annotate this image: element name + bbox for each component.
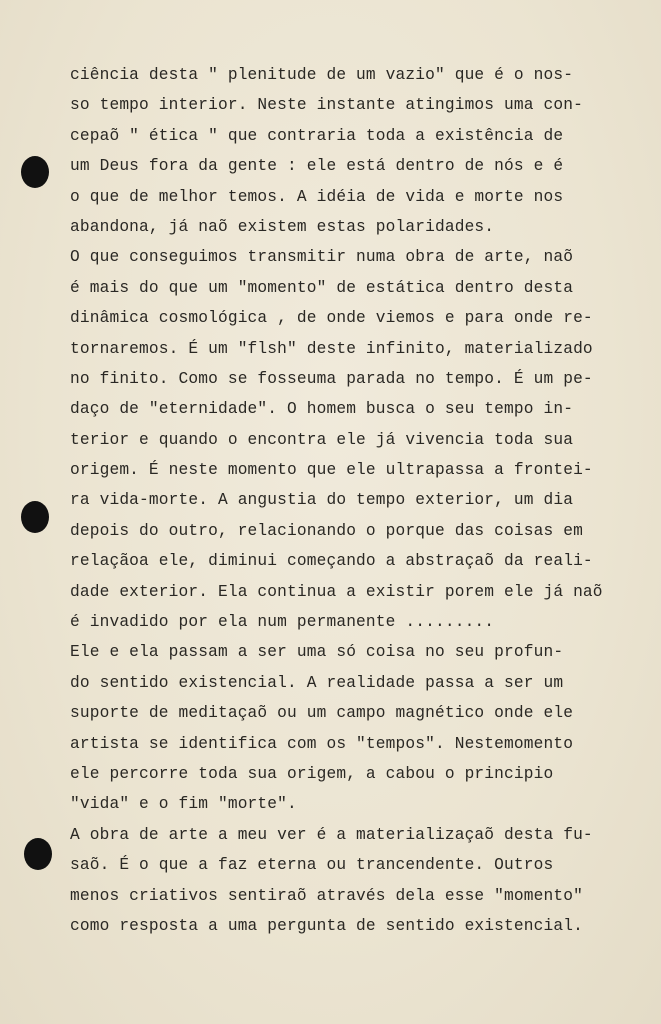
text-line: ciência desta " plenitude de um vazio" que é o nos- xyxy=(70,66,574,84)
text-line: O que conseguimos transmitir numa obra de arte, naõ xyxy=(70,248,574,267)
text-line: do sentido existencial. A realidade passa a ser um xyxy=(70,673,564,692)
punch-hole xyxy=(24,838,52,870)
typewritten-text xyxy=(70,60,640,941)
text-line: relaçãoa ele, diminui começando a abstraçaõ da reali- xyxy=(70,552,593,571)
text-line: um Deus fora da gente : ele está dentro de nós e é xyxy=(70,157,564,176)
text-line: tornaremos. É um "flsh" deste infinito, materializado xyxy=(70,339,593,358)
text-line: o que de melhor temos. A idéia de vida e morte nos xyxy=(70,187,564,206)
text-line: saõ. É o que a faz eterna ou trancendente. Outros xyxy=(70,856,554,875)
text-line: "vida" e o fim "morte". xyxy=(70,795,297,814)
text-line: no finito. Como se fosseuma parada no tempo. É um pe- xyxy=(70,369,593,388)
text-line: suporte de meditaçaõ ou um campo magnético onde ele xyxy=(70,704,574,723)
text-line: é mais do que um "momento" de estática dentro desta xyxy=(70,278,574,297)
text-line: terior e quando o encontra ele já vivencia toda sua xyxy=(70,430,574,449)
text-line: ele percorre toda sua origem, a cabou o principio xyxy=(70,764,554,783)
text-line: ra vida-morte. A angustia do tempo exterior, um dia xyxy=(70,491,574,510)
text-line: artista se identifica com os "tempos". Nestemomento xyxy=(70,734,574,753)
text-line: cepaõ " ética " que contraria toda a existência de xyxy=(70,126,564,145)
text-line: abandona, já naõ existem estas polaridades. xyxy=(70,217,495,236)
text-line: origem. É neste momento que ele ultrapassa a frontei- xyxy=(70,461,593,480)
text-line: é invadido por ela num permanente ......... xyxy=(70,613,495,632)
text-line: dinâmica cosmológica , de onde viemos e para onde re- xyxy=(70,309,593,328)
punch-hole xyxy=(21,501,49,533)
text-line: menos criativos sentiraõ através dela esse "momento" xyxy=(70,886,583,905)
text-line: daço de "eternidade". O homem busca o seu tempo in- xyxy=(70,400,574,419)
text-line: so tempo interior. Neste instante atingimos uma con- xyxy=(70,96,583,115)
text-line: dade exterior. Ela continua a existir porem ele já naõ xyxy=(70,582,603,601)
text-line: como resposta a uma pergunta de sentido existencial. xyxy=(70,916,583,935)
text-line: Ele e ela passam a ser uma só coisa no seu profun- xyxy=(70,643,564,662)
text-line: depois do outro, relacionando o porque das coisas em xyxy=(70,521,583,540)
text-line: A obra de arte a meu ver é a materializaçaõ desta fu- xyxy=(70,825,593,844)
punch-hole xyxy=(21,156,49,188)
